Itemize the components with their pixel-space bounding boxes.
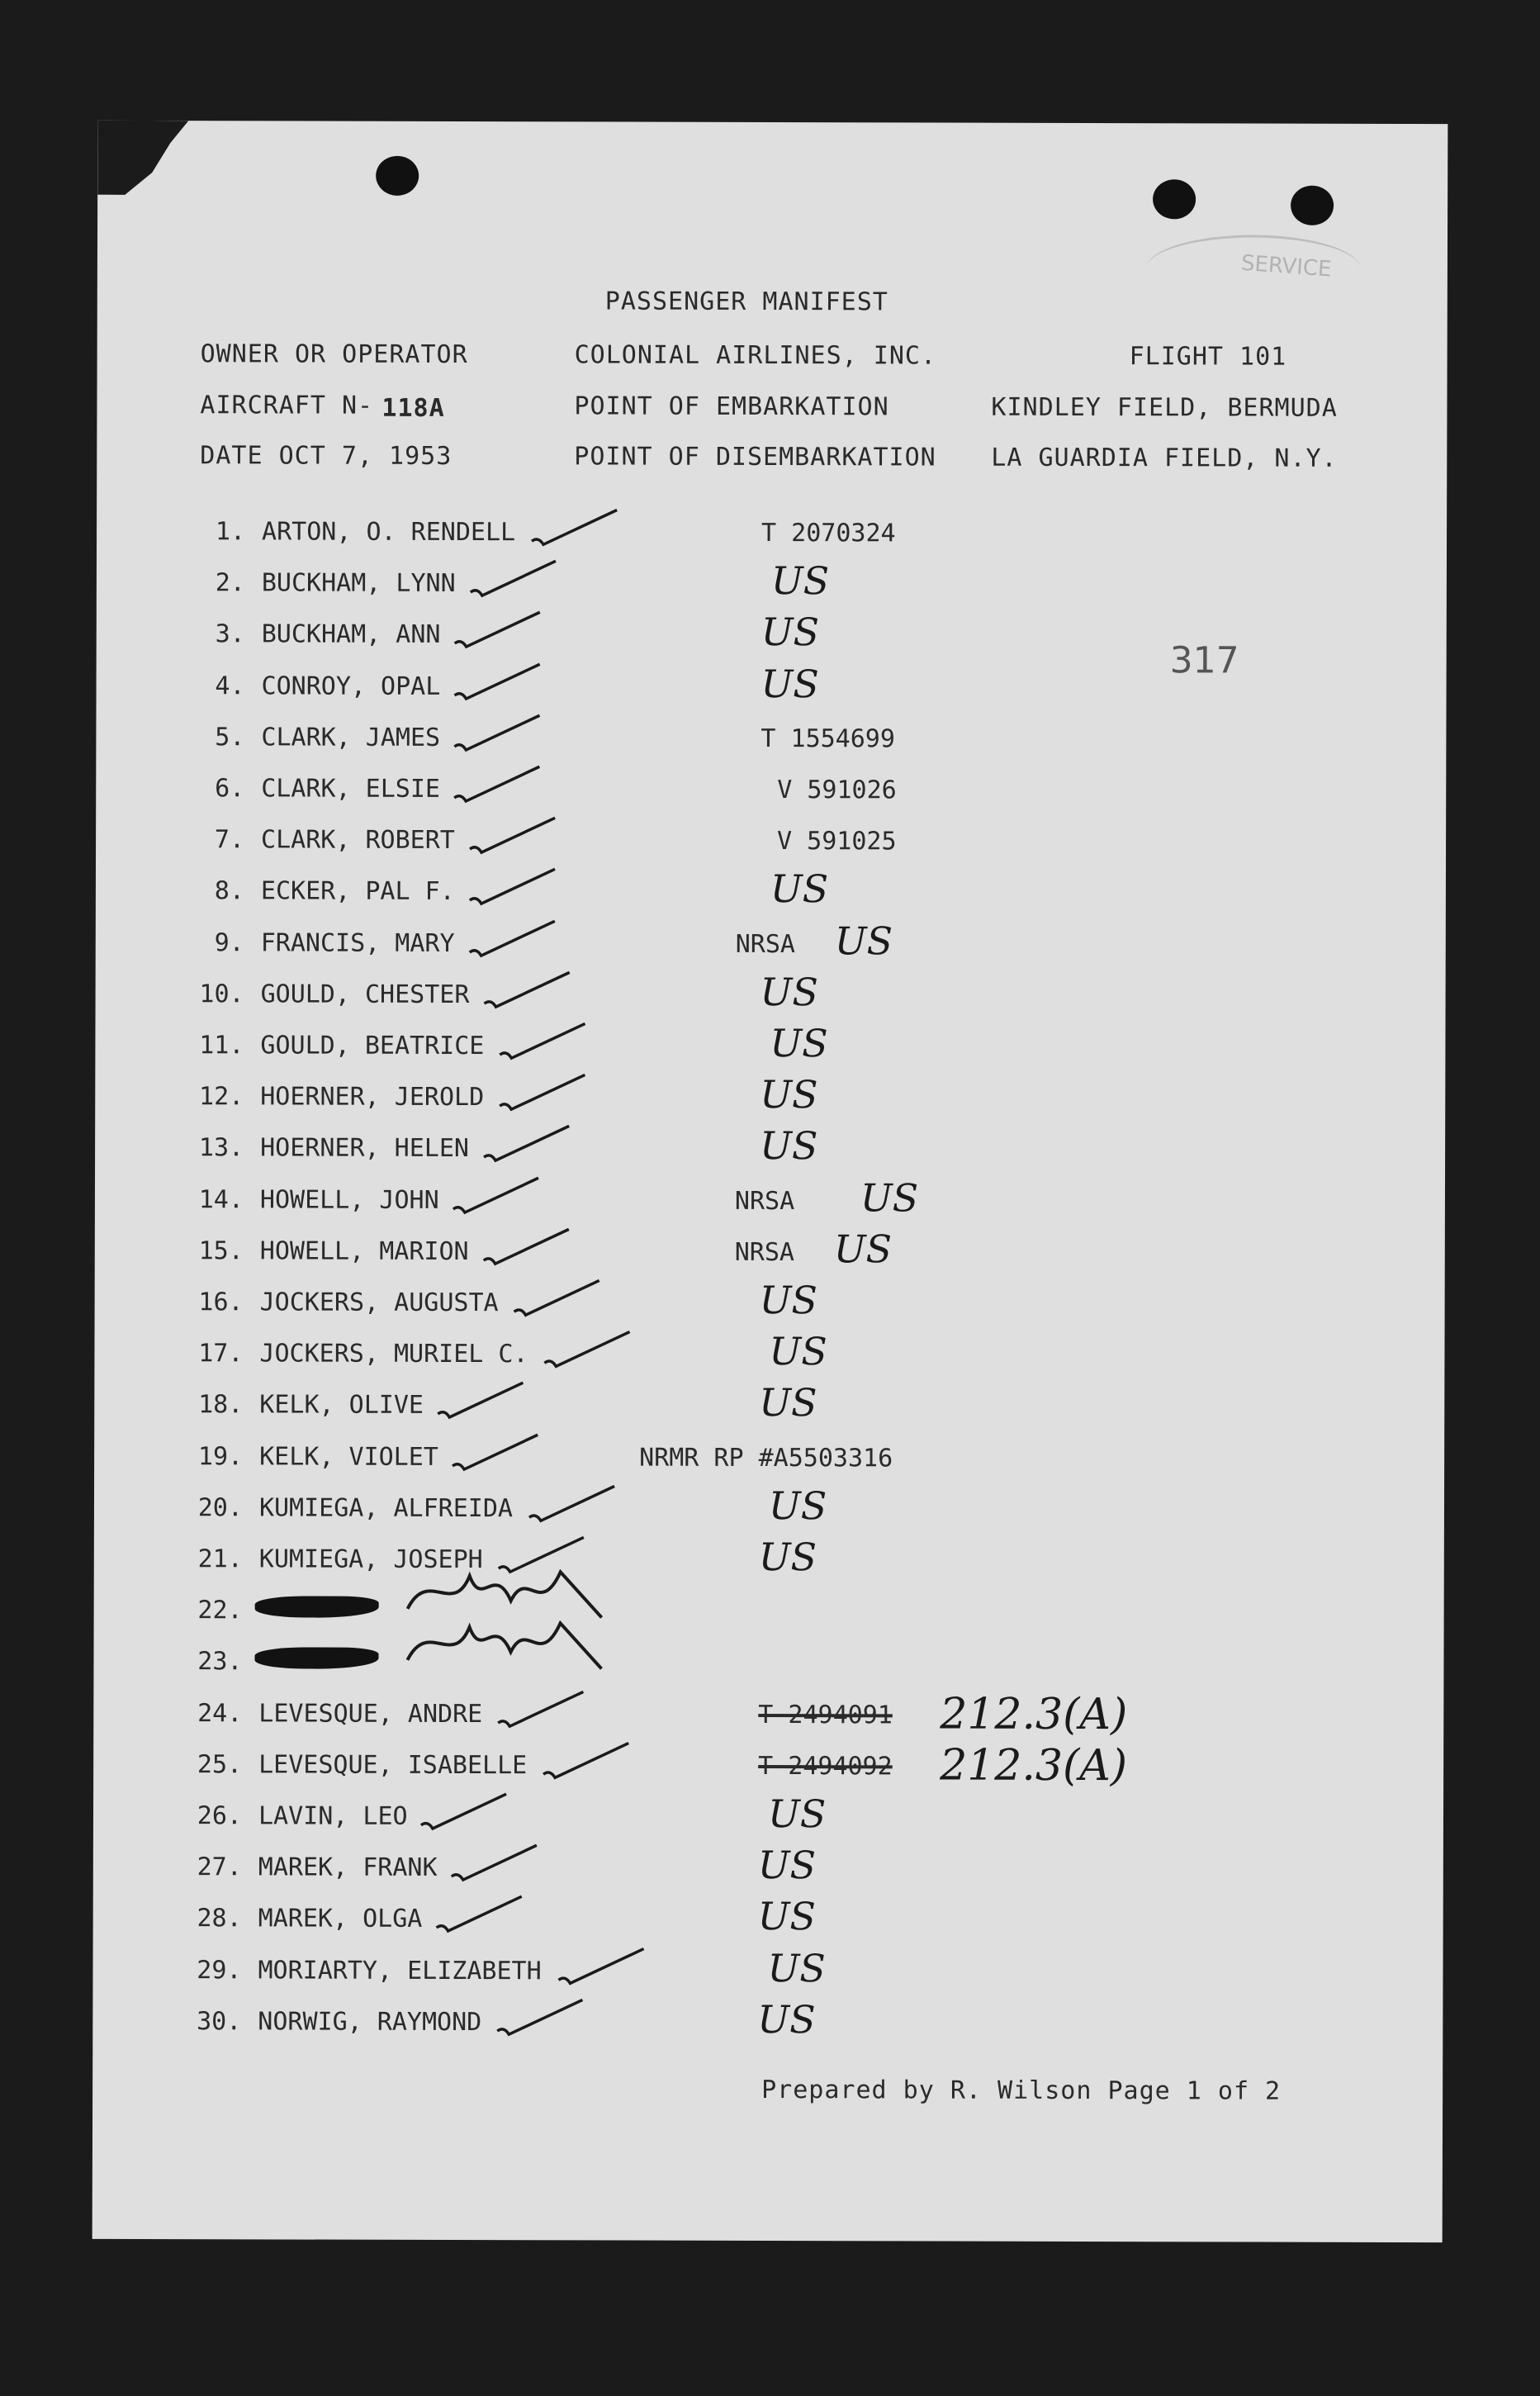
page-number-annotation: 317 [1169,639,1239,682]
handwritten-annotation: US [767,1945,826,1990]
passenger-name: NORWIG, RAYMOND [258,2007,482,2037]
passenger-number: 8. [214,876,244,906]
handwritten-annotation: US [770,1020,828,1066]
passenger-row [199,723,1438,777]
check-mark [451,1431,542,1473]
check-mark [450,1842,541,1883]
scribble-mark [403,1611,618,1677]
handwritten-annotation: US [757,1843,817,1888]
handwritten-annotation: US [761,610,820,655]
passenger-number: 4. [215,671,245,700]
passenger-row [199,774,1438,828]
check-mark [543,1328,633,1369]
passenger-name: ARTON, O. RENDELL [262,517,516,548]
handwritten-annotation: US [860,1174,919,1221]
passenger-name: LEVESQUE, ANDRE [258,1698,483,1729]
handwritten-annotation: US [760,1072,818,1117]
check-mark [542,1739,633,1781]
passenger-number: 14. [198,1184,244,1214]
passenger-row [197,1648,1435,1702]
passenger-row [197,1596,1436,1650]
handwritten-annotation: US [768,1483,827,1528]
passenger-name: KUMIEGA, JOSEPH [258,1544,483,1575]
handwritten-annotation: US [757,1996,816,2042]
passenger-row [199,661,1438,726]
passenger-number: 15. [198,1236,244,1266]
passenger-number: 20. [197,1492,244,1523]
passenger-name: MAREK, OLGA [258,1904,423,1934]
passenger-name: HOERNER, JEROLD [260,1082,485,1113]
handwritten-annotation: US [761,661,819,706]
passenger-name: JOCKERS, MURIEL C. [259,1339,528,1369]
redacted-name [255,1597,379,1618]
passenger-number: 6. [215,774,245,804]
check-mark [530,506,621,548]
passenger-name: BUCKHAM, LYNN [261,568,456,599]
passenger-name: LAVIN, LEO [258,1801,408,1831]
passenger-number: 11. [199,1031,244,1060]
handwritten-annotation: US [758,1534,817,1580]
stamp-text: SERVICE [1239,250,1333,282]
passenger-name: GOULD, BEATRICE [260,1031,485,1061]
passenger-document: T 2494092 [758,1751,893,1782]
passenger-number: 2. [215,568,245,598]
passenger-number: 24. [197,1698,243,1728]
disembark-label: POINT OF DISEMBARKATION [574,442,936,472]
check-mark [468,557,559,599]
check-mark [498,1020,589,1061]
passenger-document: V 591026 [777,776,897,805]
passenger-number: 21. [197,1544,243,1574]
passenger-name: KUMIEGA, ALFREIDA [258,1493,514,1523]
aircraft-value: 118A [381,393,445,423]
handwritten-annotation: US [760,969,818,1014]
aircraft-label: AIRCRAFT N- [200,391,374,420]
check-mark [419,1791,510,1832]
passenger-number: 26. [197,1801,243,1831]
passenger-row [196,1996,1434,2062]
handwritten-annotation: 212.3(A) [940,1740,1128,1791]
check-mark [434,1893,525,1934]
embark-label: POINT OF EMBARKATION [574,391,889,422]
passenger-document: T 2494091 [758,1700,893,1729]
passenger-name: LEVESQUE, ISABELLE [258,1750,528,1781]
handwritten-annotation: US [770,558,830,604]
check-mark [453,609,544,650]
check-mark [467,918,558,959]
passenger-name: CLARK, JAMES [261,723,441,752]
passenger-name: FRANCIS, MARY [260,928,455,958]
passenger-number: 29. [197,1955,242,1985]
passenger-row [198,1174,1437,1240]
passenger-row [198,1123,1437,1189]
check-mark [482,1226,573,1267]
check-mark [482,1122,573,1164]
check-mark [453,661,544,702]
passenger-document: T 2070324 [761,518,896,548]
manifest-title: PASSENGER MANIFEST [604,287,888,317]
passenger-document: NRMR RP #A5503316 [639,1443,893,1473]
handwritten-annotation: US [834,918,893,963]
passenger-number: 3. [215,619,245,649]
passenger-number: 17. [198,1339,244,1369]
passenger-number: 16. [198,1288,244,1317]
punch-hole-2 [1153,179,1196,219]
embark-value: KINDLEY FIELD, BERMUDA [991,392,1338,423]
passenger-number: 1. [215,517,246,547]
passenger-name: CLARK, ROBERT [261,825,455,856]
passenger-row [197,1689,1435,1753]
handwritten-annotation: US [767,1791,827,1837]
passenger-name: CLARK, ELSIE [261,774,441,804]
passenger-number: 10. [199,979,244,1009]
handwritten-annotation: US [769,1329,827,1374]
check-mark [453,712,543,753]
passenger-number: 30. [197,2006,242,2037]
passenger-name: BUCKHAM, ANN [261,619,441,650]
date-label: DATE OCT 7, 1953 [200,441,453,471]
handwritten-annotation: US [759,1380,817,1426]
passenger-name: HOWELL, MARION [259,1236,469,1266]
passenger-number: 7. [214,825,245,855]
passenger-name: ECKER, PAL F. [260,876,455,907]
passenger-name: KELK, OLIVE [259,1390,424,1421]
flight-number: FLIGHT 101 [1129,342,1287,372]
passenger-name: GOULD, CHESTER [260,980,470,1009]
check-mark [467,866,558,907]
handwritten-annotation: US [757,1894,817,1939]
passenger-number: 23. [197,1647,243,1677]
passenger-number: 12. [199,1082,244,1112]
passenger-name: HOERNER, HELEN [260,1133,470,1164]
passenger-document: T 1554699 [761,724,896,754]
passenger-row [197,1534,1436,1599]
owner-label: OWNER OR OPERATOR [200,339,468,370]
handwritten-annotation: US [760,1123,818,1169]
handwritten-annotation: 212.3(A) [940,1689,1128,1739]
handwritten-annotation: US [759,1277,817,1323]
check-mark [513,1277,604,1318]
handwritten-annotation: US [833,1226,893,1272]
passenger-number: 18. [198,1390,244,1420]
redacted-name [254,1648,378,1669]
check-mark [468,814,559,856]
passenger-number: 22. [197,1596,243,1625]
passenger-document: V 591025 [777,827,897,856]
passenger-number: 13. [198,1133,244,1163]
torn-corner [97,121,188,195]
passenger-document: NRSA [734,1237,795,1267]
disembark-value: LA GUARDIA FIELD, N.Y. [991,443,1338,473]
check-mark [436,1379,527,1421]
check-mark [495,1996,586,2038]
check-mark [452,1174,543,1216]
prepared-by-footer: Prepared by R. Wilson Page 1 of 2 [761,2075,1282,2106]
passenger-number: 5. [215,723,245,752]
passenger-document: NRSA [734,1186,795,1216]
manifest-page [92,121,1448,2242]
check-mark [483,969,574,1010]
passenger-number: 9. [214,928,244,957]
passenger-number: 19. [197,1441,244,1471]
owner-value: COLONIAL AIRLINES, INC. [574,340,937,371]
passenger-name: MAREK, FRANK [258,1853,438,1883]
punch-hole-3 [1291,186,1334,225]
passenger-name: JOCKERS, AUGUSTA [259,1288,499,1318]
check-mark [557,1945,647,1986]
check-mark [498,1071,589,1113]
passenger-name: MORIARTY, ELIZABETH [258,1955,542,1986]
passenger-name: HOWELL, JOHN [259,1184,439,1215]
check-mark [496,1688,587,1729]
passenger-row [199,866,1438,932]
passenger-name: KELK, VIOLET [259,1441,438,1472]
punch-hole-1 [376,156,419,196]
passenger-name: CONROY, OPAL [261,671,441,701]
passenger-number: 28. [197,1904,242,1933]
handwritten-annotation: US [770,866,829,912]
passenger-number: 27. [197,1853,242,1882]
passenger-document: NRSA [735,929,796,959]
check-mark [453,763,543,804]
passenger-number: 25. [197,1749,243,1780]
service-stamp [1146,235,1361,304]
check-mark [527,1483,618,1524]
passenger-row [197,1380,1436,1445]
